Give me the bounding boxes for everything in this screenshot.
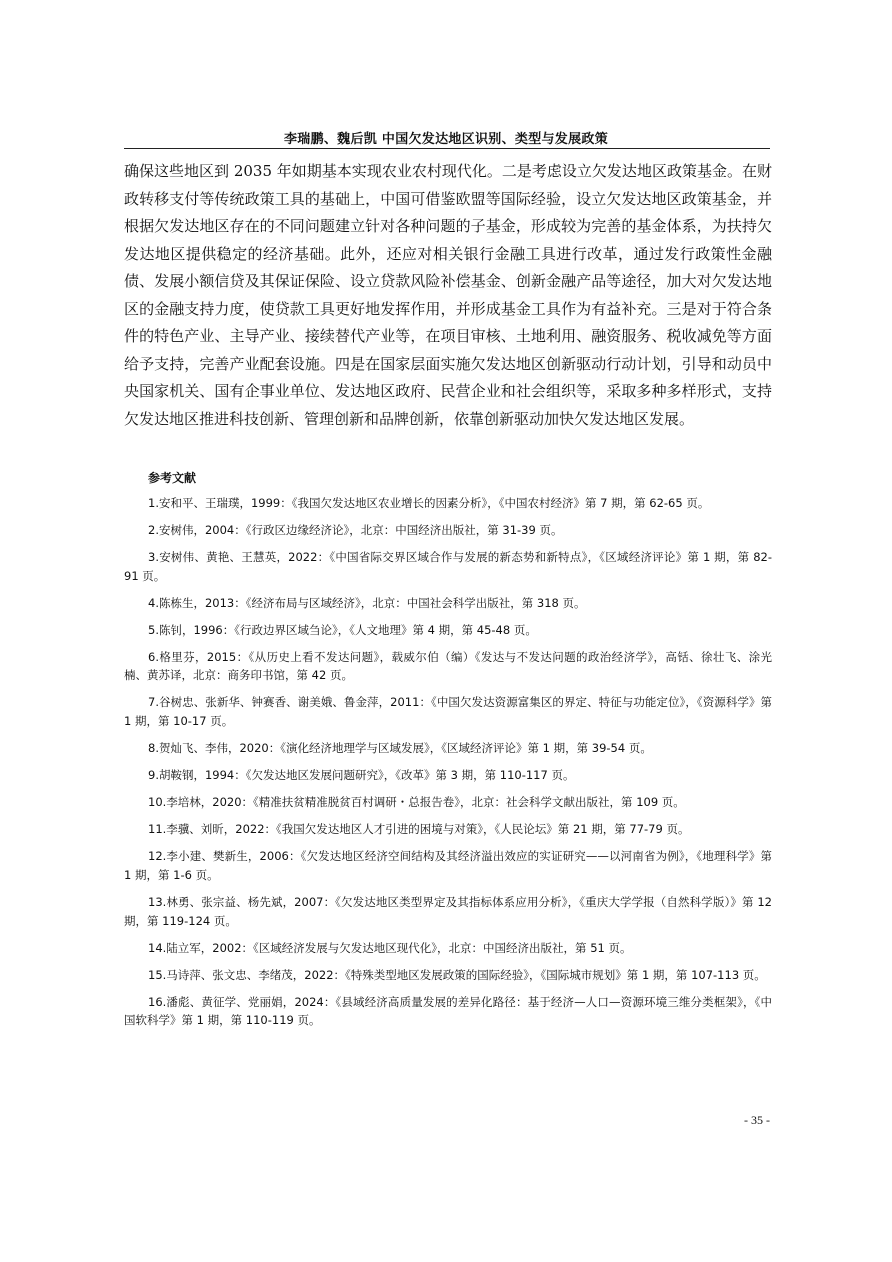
reference-item: 9.胡鞍钢，1994：《欠发达地区发展问题研究》，《改革》第 3 期，第 110-117 页。 bbox=[148, 768, 575, 783]
reference-item: 11.李骥、刘昕，2022：《我国欠发达地区人才引进的困境与对策》，《人民论坛》第 21 期，第 77-79 页。 bbox=[148, 822, 690, 837]
reference-item: 2.安树伟，2004：《行政区边缘经济论》，北京：中国经济出版社，第 31-39 页。 bbox=[148, 523, 563, 537]
references-list bbox=[124, 494, 772, 1038]
reference-item: 16.潘彪、黄征学、党丽娟，2024：《县域经济高质量发展的差异化路径：基于经济—人口—资源环境三维分类框架》，《中国软科学》第 1 期，第 110-119 页。 bbox=[124, 994, 772, 1028]
reference-item: 6.格里芬，2015：《从历史上看不发达问题》，载威尔伯（编）《发达与不发达问题的政治经济学》，高铦、徐壮飞、涂光楠、黄苏译，北京：商务印书馆，第 42 页。 bbox=[124, 649, 772, 683]
reference-item: 3.安树伟、黄艳、王慧英，2022：《中国省际交界区域合作与发展的新态势和新特点》，《区域经济评论》第 1 期，第 82-91 页。 bbox=[124, 550, 772, 583]
header-divider bbox=[124, 148, 770, 149]
reference-item: 1.安和平、王瑞璞，1999：《我国欠发达地区农业增长的因素分析》，《中国农村经济》第 7 期，第 62-65 页。 bbox=[148, 496, 710, 510]
body-paragraph: 确保这些地区到 2035 年如期基本实现农业农村现代化。二是考虑设立欠发达地区政策基金。在财政转移支付等传统政策工具的基础上，中国可借鉴欧盟等国际经验，设立欠发达地区政策基金，并根据欠发达地区存在的不同问题建立针对各种问题的子基金，形成较为完善的基金体系，为扶持欠发达地区提供稳定的经济基础。此外，还应对相关银行金融工具进行改革，通过发行政策性金融债、发展小额信贷及其保证保险、设立贷款风险补偿基金、创新金融产品等途径，加大对欠发达地区的金融支持力度，使贷款工具更好地发挥作用，并形成基金工具作为有益补充。三是对于符合条件的特色产业、主导产业、接续替代产业等，在项目审核、土地利用、融资服务、税收减免等方面给予支持，完善产业配套设施。四是在国家层面实施欠发达地区创新驱动行动计划，引导和动员中央国家机关、国有企事业单位、发达地区政府、民营企业和社会组织等，采取多种多样形式，支持欠发达地区推进科技创新、管理创新和品牌创新，依靠创新驱动加快欠发达地区发展。 bbox=[124, 162, 772, 428]
reference-item: 5.陈钊，1996：《行政边界区域刍论》，《人文地理》第 4 期，第 45-48 页。 bbox=[148, 622, 537, 637]
references-heading: 参考文献 bbox=[148, 471, 197, 485]
reference-item: 10.李培林，2020：《精准扶贫精准脱贫百村调研・总报告卷》，北京：社会科学文献出版社，第 109 页。 bbox=[148, 795, 685, 810]
reference-item: 12.李小建、樊新生，2006：《欠发达地区经济空间结构及其经济溢出效应的实证研究——以河南省为例》，《地理科学》第 1 期，第 1-6 页。 bbox=[124, 849, 772, 882]
reference-item: 13.林勇、张宗益、杨先斌，2007：《欠发达地区类型界定及其指标体系应用分析》，《重庆大学学报（自然科学版）》第 12 期，第 119-124 页。 bbox=[124, 894, 772, 928]
running-header: 李瑞鹏、魏后凯 中国欠发达地区识别、类型与发展政策 bbox=[283, 132, 609, 147]
reference-item: 15.马诗萍、张文忠、李绪茂，2022：《特殊类型地区发展政策的国际经验》，《国际城市规划》第 1 期，第 107-113 页。 bbox=[148, 967, 766, 982]
page-number: - 35 - bbox=[744, 1113, 770, 1127]
reference-item: 4.陈栋生，2013：《经济布局与区域经济》，北京：中国社会科学出版社，第 318 页。 bbox=[148, 595, 586, 610]
reference-item: 7.谷树忠、张新华、钟赛香、谢美娥、鲁金萍，2011：《中国欠发达资源富集区的界定、特征与功能定位》，《资源科学》第 1 期，第 10-17 页。 bbox=[124, 695, 772, 729]
reference-item: 8.贺灿飞、李伟，2020：《演化经济地理学与区域发展》，《区域经济评论》第 1 期，第 39-54 页。 bbox=[148, 741, 652, 756]
reference-item: 14.陆立军，2002：《区域经济发展与欠发达地区现代化》，北京：中国经济出版社，第 51 页。 bbox=[148, 940, 632, 955]
